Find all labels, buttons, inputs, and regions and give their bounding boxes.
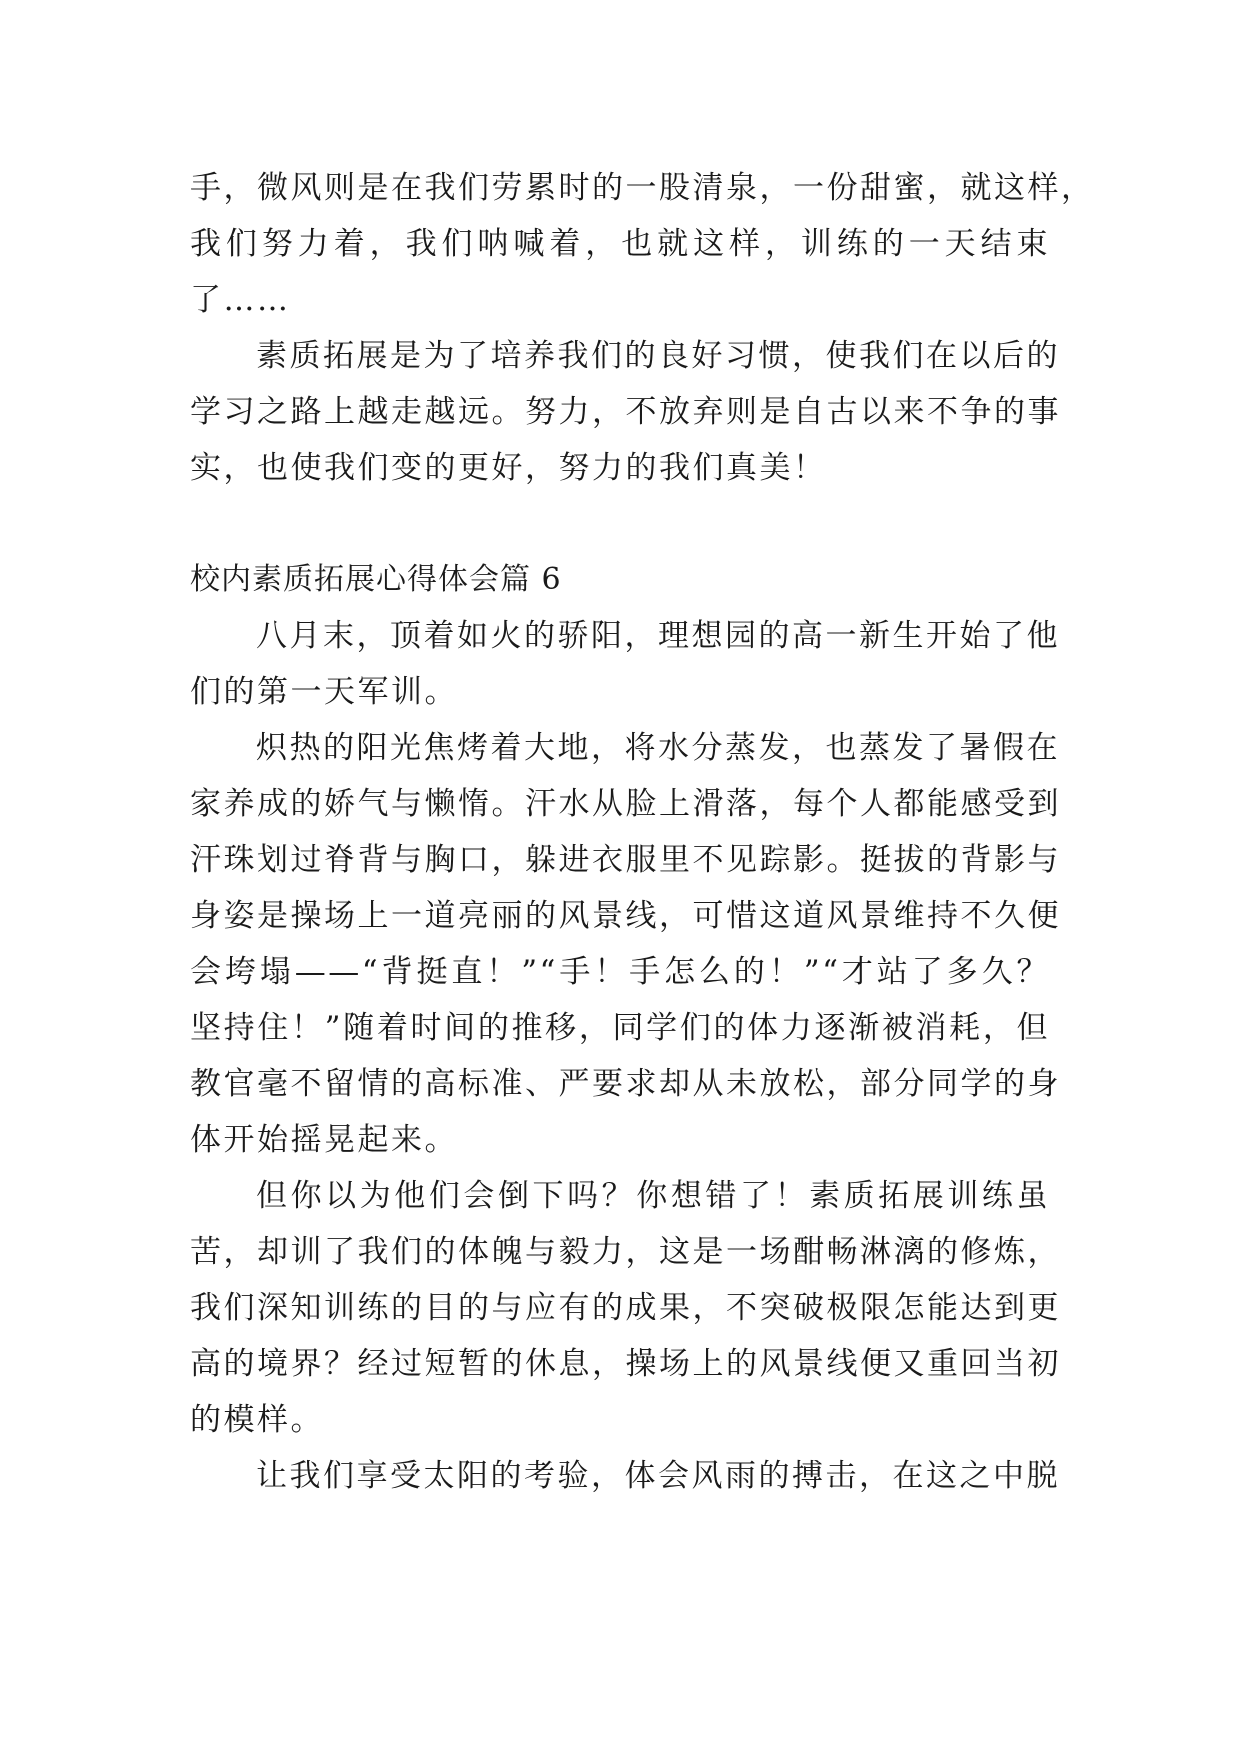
paragraph (190, 608, 1060, 720)
text-line: 坚持住！”随着时间的推移，同学们的体力逐渐被消耗，但 (190, 1010, 1050, 1046)
text-line: 教官毫不留情的高标准、严要求却从未放松，部分同学的身 (190, 1066, 1061, 1102)
text-line: 们的第一天军训。 (190, 674, 458, 710)
text-line: 汗珠划过脊背与胸口，躲进衣服里不见踪影。挺拔的背影与 (190, 842, 1061, 878)
paragraph-spacer (190, 496, 1050, 552)
text-line: 素质拓展是为了培养我们的良好习惯，使我们在以后的 (256, 338, 1060, 374)
text-line: 我们深知训练的目的与应有的成果，不突破极限怎能达到更 (190, 1290, 1061, 1326)
text-line: 的模样。 (190, 1402, 324, 1438)
paragraph (190, 160, 1095, 328)
text-line: 让我们享受太阳的考验，体会风雨的搏击，在这之中脱 (256, 1458, 1060, 1494)
paragraph (190, 1448, 1060, 1504)
text-line: 手，微风则是在我们劳累时的一股清泉，一份甜蜜，就这样， (190, 170, 1095, 206)
text-line: 了…… (190, 282, 291, 318)
text-line: 八月末，顶着如火的骄阳，理想园的高一新生开始了他 (256, 618, 1060, 654)
section-heading: 校内素质拓展心得体会篇 6 (190, 562, 562, 597)
text-line: 身姿是操场上一道亮丽的风景线，可惜这道风景维持不久便 (190, 898, 1061, 934)
text-line: 家养成的娇气与懒惰。汗水从脸上滑落，每个人都能感受到 (190, 786, 1061, 822)
text-line: 苦，却训了我们的体魄与毅力，这是一场酣畅淋漓的修炼， (190, 1234, 1061, 1270)
text-line: 实，也使我们变的更好，努力的我们真美！ (190, 450, 827, 486)
paragraph (190, 720, 1061, 1168)
paragraph (190, 1168, 1061, 1448)
text-line: 我们努力着，我们呐喊着，也就这样，训练的一天结束 (190, 226, 1050, 262)
text-line: 但你以为他们会倒下吗？你想错了！素质拓展训练虽 (256, 1178, 1050, 1214)
text-line: 学习之路上越走越远。努力，不放弃则是自古以来不争的事 (190, 394, 1061, 430)
document-body (190, 160, 1095, 1504)
text-line: 体开始摇晃起来。 (190, 1122, 458, 1158)
text-line: 会垮塌——“背挺直！”“手！手怎么的！”“才站了多久？ (190, 954, 1050, 990)
text-line: 高的境界？经过短暂的休息，操场上的风景线便又重回当初 (190, 1346, 1061, 1382)
text-line: 炽热的阳光焦烤着大地，将水分蒸发，也蒸发了暑假在 (256, 730, 1060, 766)
paragraph (190, 328, 1061, 496)
